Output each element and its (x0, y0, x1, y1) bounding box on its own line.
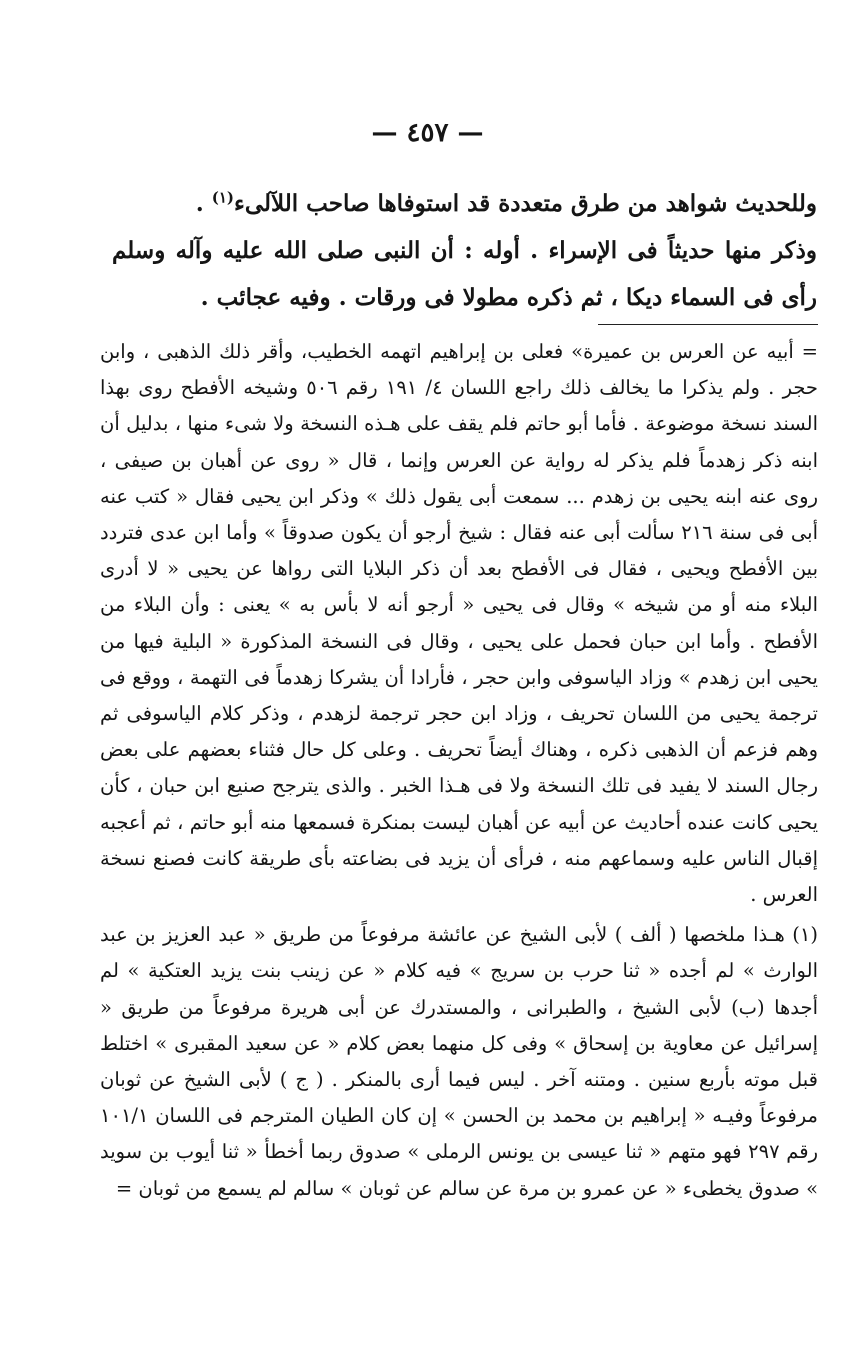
footnote-separator (598, 324, 818, 325)
main-line-1-end: . (195, 190, 212, 217)
main-paragraph-1 (112, 180, 817, 227)
footnote-marker: (١) (211, 188, 235, 207)
footnote-continuation: = أبيه عن العرس بن عميرة» فعلى بن إبراهيم اتهمه الخطيب، وأقر ذلك الذهبى ، وابن حجر . ولم يذكرا ما يخالف ذلك راجع اللسان ٤/ ١٩١ رقم ٥٠٦ وشيخه الأفطح روى بهذا السند نسخة موضوعة . فأما أبو حاتم فلم يقف على هـذه النسخة ولا شىء منها ، بدليل أن ابنه ذكر زهدماً فلم يذكر له رواية عن العرس وإنما ، قال « روى عن أهبان بن صيفى ، روى عنه ابنه يحيى بن زهدم ... سمعت أبى يقول ذلك » وذكر ابن يحيى فقال « كتب عنه أبى فى سنة ٢١٦ سألت أبى عنه فقال : شيخ أرجو أن يكون صدوقاً » وأما ابن عدى فتردد بين الأفطح ويحيى ، فقال فى الأفطح بعد أن ذكر البلايا التى رواها عن يحيى « لا أدرى البلاء منه أو من شيخه » وقال فى يحيى « أرجو أنه لا بأس به » يعنى : وأن البلاء من الأفطح . وأما ابن حبان فحمل على يحيى ، وقال فى النسخة المذكورة « البلية فيها من يحيى ابن زهدم » وزاد الياسوفى وابن حجر ، فأرادا أن يشركا زهدماً فى التهمة ، ووقع فى ترجمة يحيى من اللسان تحريف ، وزاد ابن حجر ترجمة لزهدم ، وذكر كلام الياسوفى ثم وهم فزعم أن الذهبى ذكره ، وهناك أيضاً تحريف . وعلى كل حال فثناء بعضهم على بعض رجال السند لا يفيد فى تلك النسخة ولا فى هـذا الخبر . والذى يترجح صنيع ابن حبان ، كأن يحيى كانت عنده أحاديث عن أبيه عن أهبان ليست بمنكرة فسمعها منه أبو حاتم ، ثم أعجبه إقبال الناس عليه وسماعهم منه ، فرأى أن يزيد فى بضاعته بأى طريقة كانت فصنع نسخة العرس . (100, 340, 818, 907)
main-line-1: وللحديث شواهد من طرق متعددة قد استوفاها صاحب اللآلىء (234, 190, 817, 217)
footnote-1: (١) هـذا ملخصها ( ألف ) لأبى الشيخ عن عائشة مرفوعاً من طريق « عبد العزيز بن عبد الوارث » لم أجده « ثنا حرب بن سريج » فيه كلام « عن زينب بنت يزيد العتكية » لم أجدها (ب) لأبى الشيخ ، والطبرانى ، والمستدرك عن أبى هريرة مرفوعاً من طريق « إسرائيل عن معاوية بن إسحاق » وفى كل منهما بعض كلام « عن سعيد المقبرى » اختلط قبل موته بأربع سنين . ومتنه آخر . ليس فيما أرى بالمنكر . ( ج ) لأبى الشيخ عن ثوبان مرفوعاً وفيـه « إبراهيم بن محمد بن الحسن » إن كان الطيان المترجم فى اللسان ١٠١/١ رقم ٢٩٧ فهو متهم « ثنا عيسى بن يونس الرملى » صدوق ربما أخطأ « ثنا أيوب بن سويد » صدوق يخطىء « عن عمرو بن مرة عن سالم عن ثوبان » سالم لم يسمع من ثوبان = (100, 923, 818, 1200)
main-paragraph-2: وذكر منها حديثاً فى الإسراء . أوله : أن النبى صلى الله عليه وآله وسلم رأى فى السماء ديكا ، ثم ذكره مطولا فى ورقات . وفيه عجائب . (112, 237, 817, 311)
footnotes (100, 334, 818, 1207)
page-number: — ٤٥٧ — (371, 118, 484, 148)
main-text (112, 180, 817, 321)
